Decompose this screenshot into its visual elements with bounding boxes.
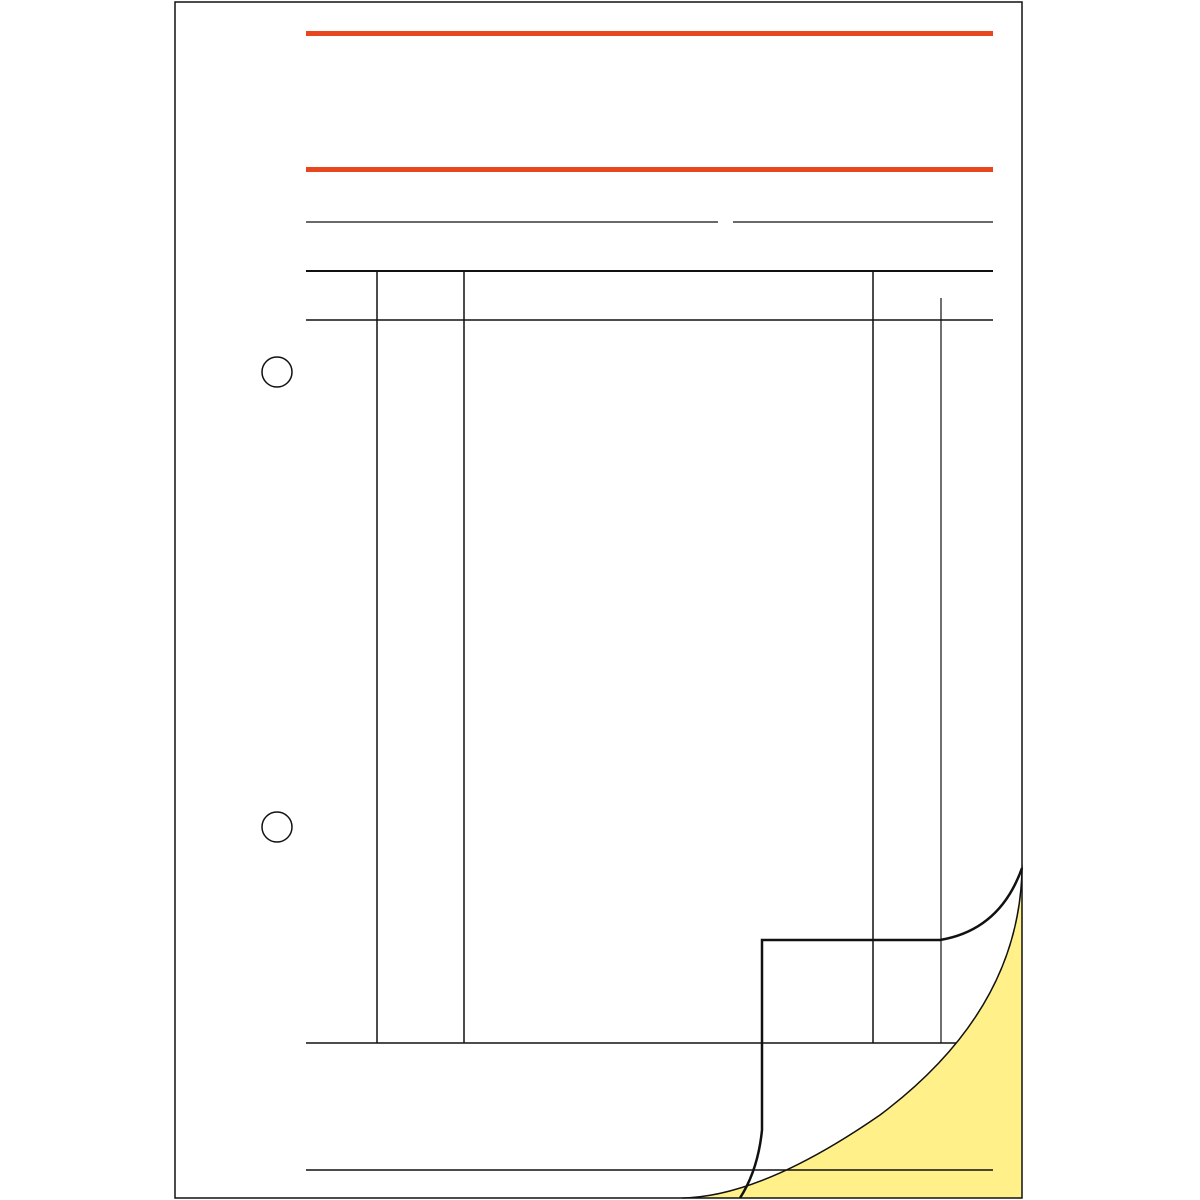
accent-bar-middle bbox=[306, 167, 993, 172]
punch-hole-bottom bbox=[262, 812, 292, 842]
punch-hole-top bbox=[262, 357, 292, 387]
accent-bar-top bbox=[306, 31, 993, 36]
